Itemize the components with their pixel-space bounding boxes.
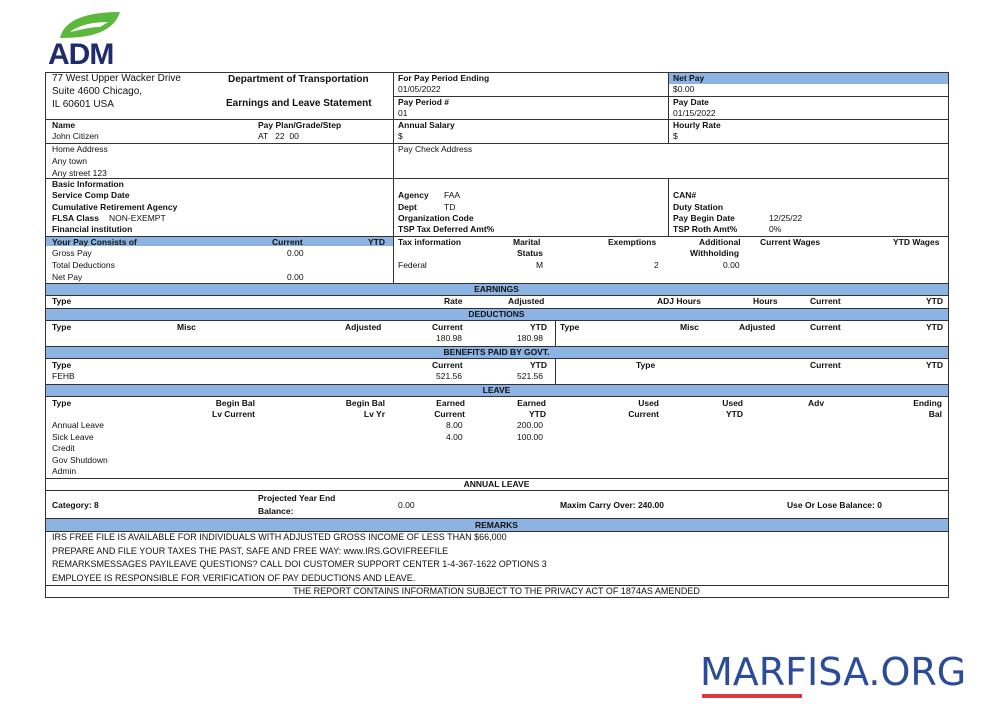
adm-leaf-logo-icon: [56, 10, 122, 40]
leave-earned-current: 8.00: [446, 420, 463, 430]
financial-label: Financial institution: [52, 224, 133, 234]
deductions-col: Type: [52, 322, 72, 332]
divider: [45, 490, 948, 491]
leave-col-header: Ending: [913, 398, 942, 408]
deductions-col: Adjusted: [345, 322, 382, 332]
leave-col-header: Lv Current: [212, 409, 255, 419]
earnings-col: Type: [52, 296, 72, 306]
leave-earned-ytd: 200.00: [517, 420, 543, 430]
benefits-col: Type: [636, 360, 656, 370]
leave-earned-current: 4.00: [446, 432, 463, 442]
benefits-col: Type: [52, 360, 72, 370]
divider: [45, 320, 948, 321]
pay-current-header: Current: [272, 237, 303, 247]
projected-label: Balance:: [258, 506, 294, 516]
tax-current-wages-header: Current Wages: [760, 237, 821, 247]
home-address-label: Home Address: [52, 144, 108, 154]
tax-additional: 0.00: [723, 260, 740, 270]
pay-title: Your Pay Consists of: [52, 237, 137, 247]
deductions-col: Type: [560, 322, 580, 332]
basic-info-title: Basic Information: [52, 179, 124, 189]
leave-col-header: YTD: [529, 409, 546, 419]
annual-salary: $: [398, 131, 403, 141]
org-code-label: Organization Code: [398, 213, 474, 223]
benefit-ytd: 521.56: [517, 371, 543, 381]
tsp-roth-value: 0%: [769, 224, 782, 234]
divider: [45, 396, 948, 397]
leave-category: Category: 8: [52, 500, 99, 510]
annual-salary-label: Annual Salary: [398, 120, 455, 130]
marfisa-logo: MARFISA.ORG: [700, 650, 967, 694]
pay-period-ending-label: For Pay Period Ending: [398, 73, 490, 83]
deductions-col: Current: [432, 322, 463, 332]
deductions-col: Current: [810, 322, 841, 332]
divider: [45, 119, 948, 120]
tax-marital-header: Marital: [513, 237, 541, 247]
gross-pay-current: 0.00: [287, 248, 304, 258]
benefits-col: Current: [432, 360, 463, 370]
leave-col-header: Earned: [517, 398, 546, 408]
home-address-line: Any street 123: [52, 168, 107, 178]
annual-leave-header: ANNUAL LEAVE: [463, 479, 530, 489]
total-deductions-label: Total Deductions: [52, 260, 115, 270]
tax-withholding-header: Withholding: [690, 248, 740, 258]
leave-col-header: Current: [434, 409, 465, 419]
dept-value: TD: [444, 202, 456, 212]
leave-col-header: Earned: [436, 398, 465, 408]
marfisa-underline: [702, 694, 802, 698]
grade-value: AT 22 00: [258, 131, 299, 141]
divider: [393, 96, 948, 97]
leave-type: Gov Shutdown: [52, 455, 108, 465]
deductions-header: DEDUCTIONS: [468, 309, 525, 319]
benefit-type: FEHB: [52, 371, 75, 381]
deductions-current: 180.98: [436, 333, 462, 343]
tax-ytd-wages-header: YTD Wages: [893, 237, 940, 247]
earnings-col: Hours: [753, 296, 778, 306]
pay-begin-label: Pay Begin Date: [673, 213, 735, 223]
benefits-col: Current: [810, 360, 841, 370]
hourly-rate-label: Hourly Rate: [673, 120, 721, 130]
tsp-roth-label: TSP Roth Amt%: [673, 224, 738, 234]
leave-type: Annual Leave: [52, 420, 104, 430]
divider: [45, 178, 948, 179]
leave-earned-ytd: 100.00: [517, 432, 543, 442]
leave-col-header: Begin Bal: [345, 398, 385, 408]
leave-type: Sick Leave: [52, 432, 94, 442]
earnings-col: Rate: [444, 296, 463, 306]
flsa-label: FLSA Class: [52, 213, 99, 223]
leave-col-header: Begin Bal: [215, 398, 255, 408]
remark-line: REMARKSMESSAGES PAYILEAVE QUESTIONS? CALL DOI CUSTOMER SUPPORT CENTER 1-4-367-1622 OPTIONS 3: [52, 559, 547, 569]
pay-period-no: 01: [398, 108, 408, 118]
projected-label: Projected Year End: [258, 493, 336, 503]
max-carry-over: Maxim Carry Over: 240.00: [560, 500, 664, 510]
pay-period-ending: 01/05/2022: [398, 84, 441, 94]
tsp-deferred-label: TSP Tax Deferred Amt%: [398, 224, 495, 234]
leave-col-header: Type: [52, 398, 72, 408]
pay-begin-value: 12/25/22: [769, 213, 803, 223]
divider: [555, 320, 556, 346]
privacy-footer: THE REPORT CONTAINS INFORMATION SUBJECT TO THE PRIVACY ACT OF 1874AS AMENDED: [293, 586, 700, 596]
earnings-col: ADJ Hours: [657, 296, 701, 306]
earnings-col: YTD: [926, 296, 943, 306]
address-line: Suite 4600 Chicago,: [52, 86, 143, 97]
earnings-col: Current: [810, 296, 841, 306]
net-pay-label: Net Pay: [673, 73, 705, 83]
deductions-col: Adjusted: [739, 322, 776, 332]
divider: [45, 143, 948, 144]
hourly-rate: $: [673, 131, 678, 141]
leave-col-header: Used: [638, 398, 659, 408]
tax-marital: M: [536, 260, 544, 270]
statement-title: Earnings and Leave Statement: [226, 98, 372, 109]
leave-col-header: Current: [628, 409, 659, 419]
divider: [45, 358, 948, 359]
benefit-current: 521.56: [436, 371, 462, 381]
flsa-value: NON-EXEMPT: [109, 213, 166, 223]
benefits-col: YTD: [926, 360, 943, 370]
pay-period-no-label: Pay Period #: [398, 97, 450, 107]
tax-exemptions: 2: [654, 260, 659, 270]
agency-label: Agency: [398, 190, 429, 200]
remarks-header: REMARKS: [475, 520, 518, 530]
deductions-col: Misc: [177, 322, 196, 332]
net-pay-value: $0.00: [673, 84, 695, 94]
benefits-col: YTD: [530, 360, 547, 370]
leave-col-header: Used: [722, 398, 743, 408]
gross-pay-label: Gross Pay: [52, 248, 92, 258]
tax-title: Tax information: [398, 237, 462, 247]
department-title: Department of Transportation: [228, 74, 369, 85]
earnings-col: Adjusted: [508, 296, 545, 306]
pay-check-address-label: Pay Check Address: [398, 144, 473, 154]
leave-type: Admin: [52, 466, 77, 476]
use-or-lose: Use Or Lose Balance: 0: [787, 500, 882, 510]
agency-value: FAA: [444, 190, 461, 200]
tax-additional-header: Additional: [699, 237, 741, 247]
pay-date: 01/15/2022: [673, 108, 716, 118]
leave-type: Credit: [52, 443, 75, 453]
projected-value: 0.00: [398, 500, 415, 510]
pay-ytd-header: YTD: [368, 237, 385, 247]
remark-line: PREPARE AND FILE YOUR TAXES THE PAST, SAFE AND FREE WAY: www.IRS.GOVIFREEFILE: [52, 546, 449, 556]
deductions-col: YTD: [926, 322, 943, 332]
address-line: IL 60601 USA: [52, 99, 114, 110]
net-pay-row-label: Net Pay: [52, 272, 83, 282]
home-address-line: Any town: [52, 156, 87, 166]
deductions-ytd: 180.98: [517, 333, 543, 343]
tax-type: Federal: [398, 260, 427, 270]
can-label: CAN#: [673, 190, 697, 200]
employee-name: John Citizen: [52, 131, 99, 141]
divider: [668, 178, 669, 236]
deductions-col: Misc: [680, 322, 699, 332]
dept-label: Dept: [398, 202, 417, 212]
tax-status-header: Status: [517, 248, 543, 258]
name-label: Name: [52, 120, 76, 130]
service-comp-label: Service Comp Date: [52, 190, 130, 200]
earnings-header: EARNINGS: [474, 284, 519, 294]
pay-date-label: Pay Date: [673, 97, 709, 107]
leave-col-header: Bal: [928, 409, 942, 419]
leave-header: LEAVE: [482, 385, 511, 395]
leave-col-header: Adv: [808, 398, 825, 408]
deductions-col: YTD: [530, 322, 547, 332]
duty-station-label: Duty Station: [673, 202, 724, 212]
address-line: 77 West Upper Wacker Drive: [52, 73, 181, 84]
remark-line: EMPLOYEE IS RESPONSIBLE FOR VERIFICATION OF PAY DEDUCTIONS AND LEAVE.: [52, 573, 416, 583]
grade-label: Pay Plan/Grade/Step: [258, 120, 342, 130]
benefits-header: BENEFITS PAID BY GOVT.: [443, 347, 550, 357]
divider: [668, 72, 669, 143]
retirement-label: Cumulative Retirement Agency: [52, 202, 178, 212]
divider: [555, 358, 556, 384]
remark-line: IRS FREE FILE IS AVAILABLE FOR INDIVIDUALS WITH ADJUSTED GROSS INCOME OF LESS THAN $66,000: [52, 532, 507, 542]
net-pay-current: 0.00: [287, 272, 304, 282]
adm-logo-text: ADM: [48, 38, 114, 71]
leave-col-header: YTD: [726, 409, 743, 419]
tax-exemptions-header: Exemptions: [608, 237, 657, 247]
leave-col-header: Lv Yr: [363, 409, 385, 419]
